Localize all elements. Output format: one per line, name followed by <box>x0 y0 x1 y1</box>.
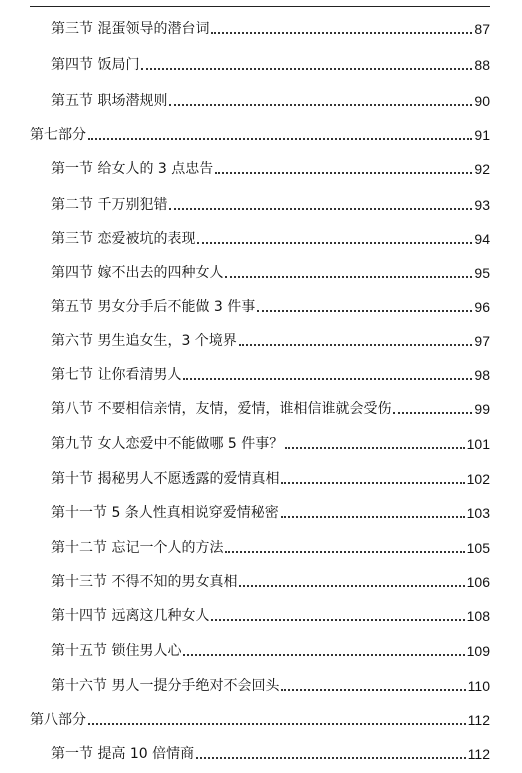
dot-leader <box>285 447 464 449</box>
dot-leader <box>239 585 464 587</box>
toc-entry-section[interactable] <box>51 431 490 453</box>
toc-entry-label: 第七部分 <box>30 127 86 143</box>
dot-leader <box>225 551 464 553</box>
toc-page-number: 94 <box>474 231 490 247</box>
dot-leader <box>169 208 472 210</box>
dot-leader <box>281 516 465 518</box>
toc-entry-section[interactable] <box>51 569 490 591</box>
toc-entry-label: 第五节 职场潜规则 <box>51 93 168 109</box>
toc-page-number: 96 <box>474 299 490 315</box>
dot-leader <box>225 276 472 278</box>
toc-page-number: 112 <box>467 712 490 728</box>
toc-entry-part[interactable] <box>30 122 490 144</box>
dot-leader <box>281 689 465 691</box>
toc-page-number: 110 <box>467 678 490 694</box>
toc-entry-section[interactable] <box>51 260 490 282</box>
toc-entry-label: 第一节 给女人的 3 点忠告 <box>51 161 214 177</box>
toc-page-number: 91 <box>474 127 490 143</box>
toc-page-number: 95 <box>474 265 490 281</box>
toc-entry-section[interactable] <box>51 16 490 38</box>
toc-entry-part[interactable] <box>30 707 490 729</box>
toc-entry-label: 第四节 嫁不出去的四种女人 <box>51 265 224 281</box>
toc-entry-label: 第十四节 远离这几种女人 <box>51 608 210 624</box>
dot-leader <box>211 32 472 34</box>
toc-entry-section[interactable] <box>51 88 490 110</box>
toc-entry-section[interactable] <box>51 466 490 488</box>
toc-entry-label: 第二节 千万别犯错 <box>51 197 168 213</box>
toc-entry-label: 第十六节 男人一提分手绝对不会回头 <box>51 678 280 694</box>
dot-leader <box>281 482 464 484</box>
dot-leader <box>393 412 472 414</box>
dot-leader <box>211 619 464 621</box>
toc-entry-label: 第四节 饭局门 <box>51 57 140 73</box>
toc-entry-label: 第十三节 不得不知的男女真相 <box>51 574 238 590</box>
toc-page-number: 108 <box>466 608 490 624</box>
toc-entry-label: 第十节 揭秘男人不愿透露的爱情真相 <box>51 471 280 487</box>
toc-entry-section[interactable] <box>51 638 490 660</box>
toc-page-number: 93 <box>474 197 490 213</box>
toc-page-number: 101 <box>466 436 490 452</box>
toc-page-number: 88 <box>474 57 490 73</box>
dot-leader <box>141 68 472 70</box>
toc-entry-label: 第八部分 <box>30 712 86 728</box>
toc-entry-label: 第三节 混蛋领导的潜台词 <box>51 21 210 37</box>
toc-entry-section[interactable] <box>51 362 490 384</box>
toc-entry-section[interactable] <box>51 535 490 557</box>
toc-page-number: 87 <box>474 21 490 37</box>
toc-entry-label: 第八节 不要相信亲情，友情，爱情，谁相信谁就会受伤 <box>51 401 392 417</box>
dot-leader <box>88 723 466 725</box>
toc-entry-section[interactable] <box>51 741 490 763</box>
toc-page-number: 98 <box>474 367 490 383</box>
toc-entry-section[interactable] <box>51 673 490 695</box>
dot-leader <box>197 242 472 244</box>
toc-page-number: 112 <box>467 746 490 762</box>
toc-entry-label: 第十一节 5 条人性真相说穿爱情秘密 <box>51 505 279 521</box>
toc-entry-label: 第十二节 忘记一个人的方法 <box>51 540 224 556</box>
dot-leader <box>88 138 472 140</box>
toc-page-number: 90 <box>474 93 490 109</box>
top-rule <box>30 6 490 7</box>
toc-page-number: 92 <box>474 161 490 177</box>
dot-leader <box>257 310 472 312</box>
toc-page-number: 99 <box>474 401 490 417</box>
dot-leader <box>183 378 472 380</box>
toc-entry-section[interactable] <box>51 294 490 316</box>
toc-entry-section[interactable] <box>51 156 490 178</box>
toc-entry-label: 第七节 让你看清男人 <box>51 367 182 383</box>
toc-page-number: 97 <box>474 333 490 349</box>
toc-entry-section[interactable] <box>51 192 490 214</box>
toc-page-number: 102 <box>466 471 490 487</box>
toc-page-number: 105 <box>466 540 490 556</box>
toc-entry-label: 第十五节 锁住男人心 <box>51 643 182 659</box>
toc-entry-section[interactable] <box>51 500 490 522</box>
toc-page-number: 109 <box>466 643 490 659</box>
toc-entry-label: 第九节 女人恋爱中不能做哪 5 件事？ <box>51 436 284 452</box>
dot-leader <box>183 654 464 656</box>
toc-entry-section[interactable] <box>51 603 490 625</box>
toc-entry-section[interactable] <box>51 328 490 350</box>
toc-entry-section[interactable] <box>51 52 490 74</box>
toc-entry-section[interactable] <box>51 396 490 418</box>
toc-entry-section[interactable] <box>51 226 490 248</box>
toc-entry-label: 第三节 恋爱被坑的表现 <box>51 231 196 247</box>
toc-entry-label: 第一节 提高 10 倍情商 <box>51 746 195 762</box>
toc-page-number: 106 <box>466 574 490 590</box>
toc-entry-label: 第五节 男女分手后不能做 3 件事 <box>51 299 256 315</box>
dot-leader <box>239 344 473 346</box>
toc-page-number: 103 <box>466 505 490 521</box>
dot-leader <box>196 757 466 759</box>
dot-leader <box>169 104 472 106</box>
toc-entry-label: 第六节 男生追女生，3 个境界 <box>51 333 237 349</box>
dot-leader <box>215 172 472 174</box>
